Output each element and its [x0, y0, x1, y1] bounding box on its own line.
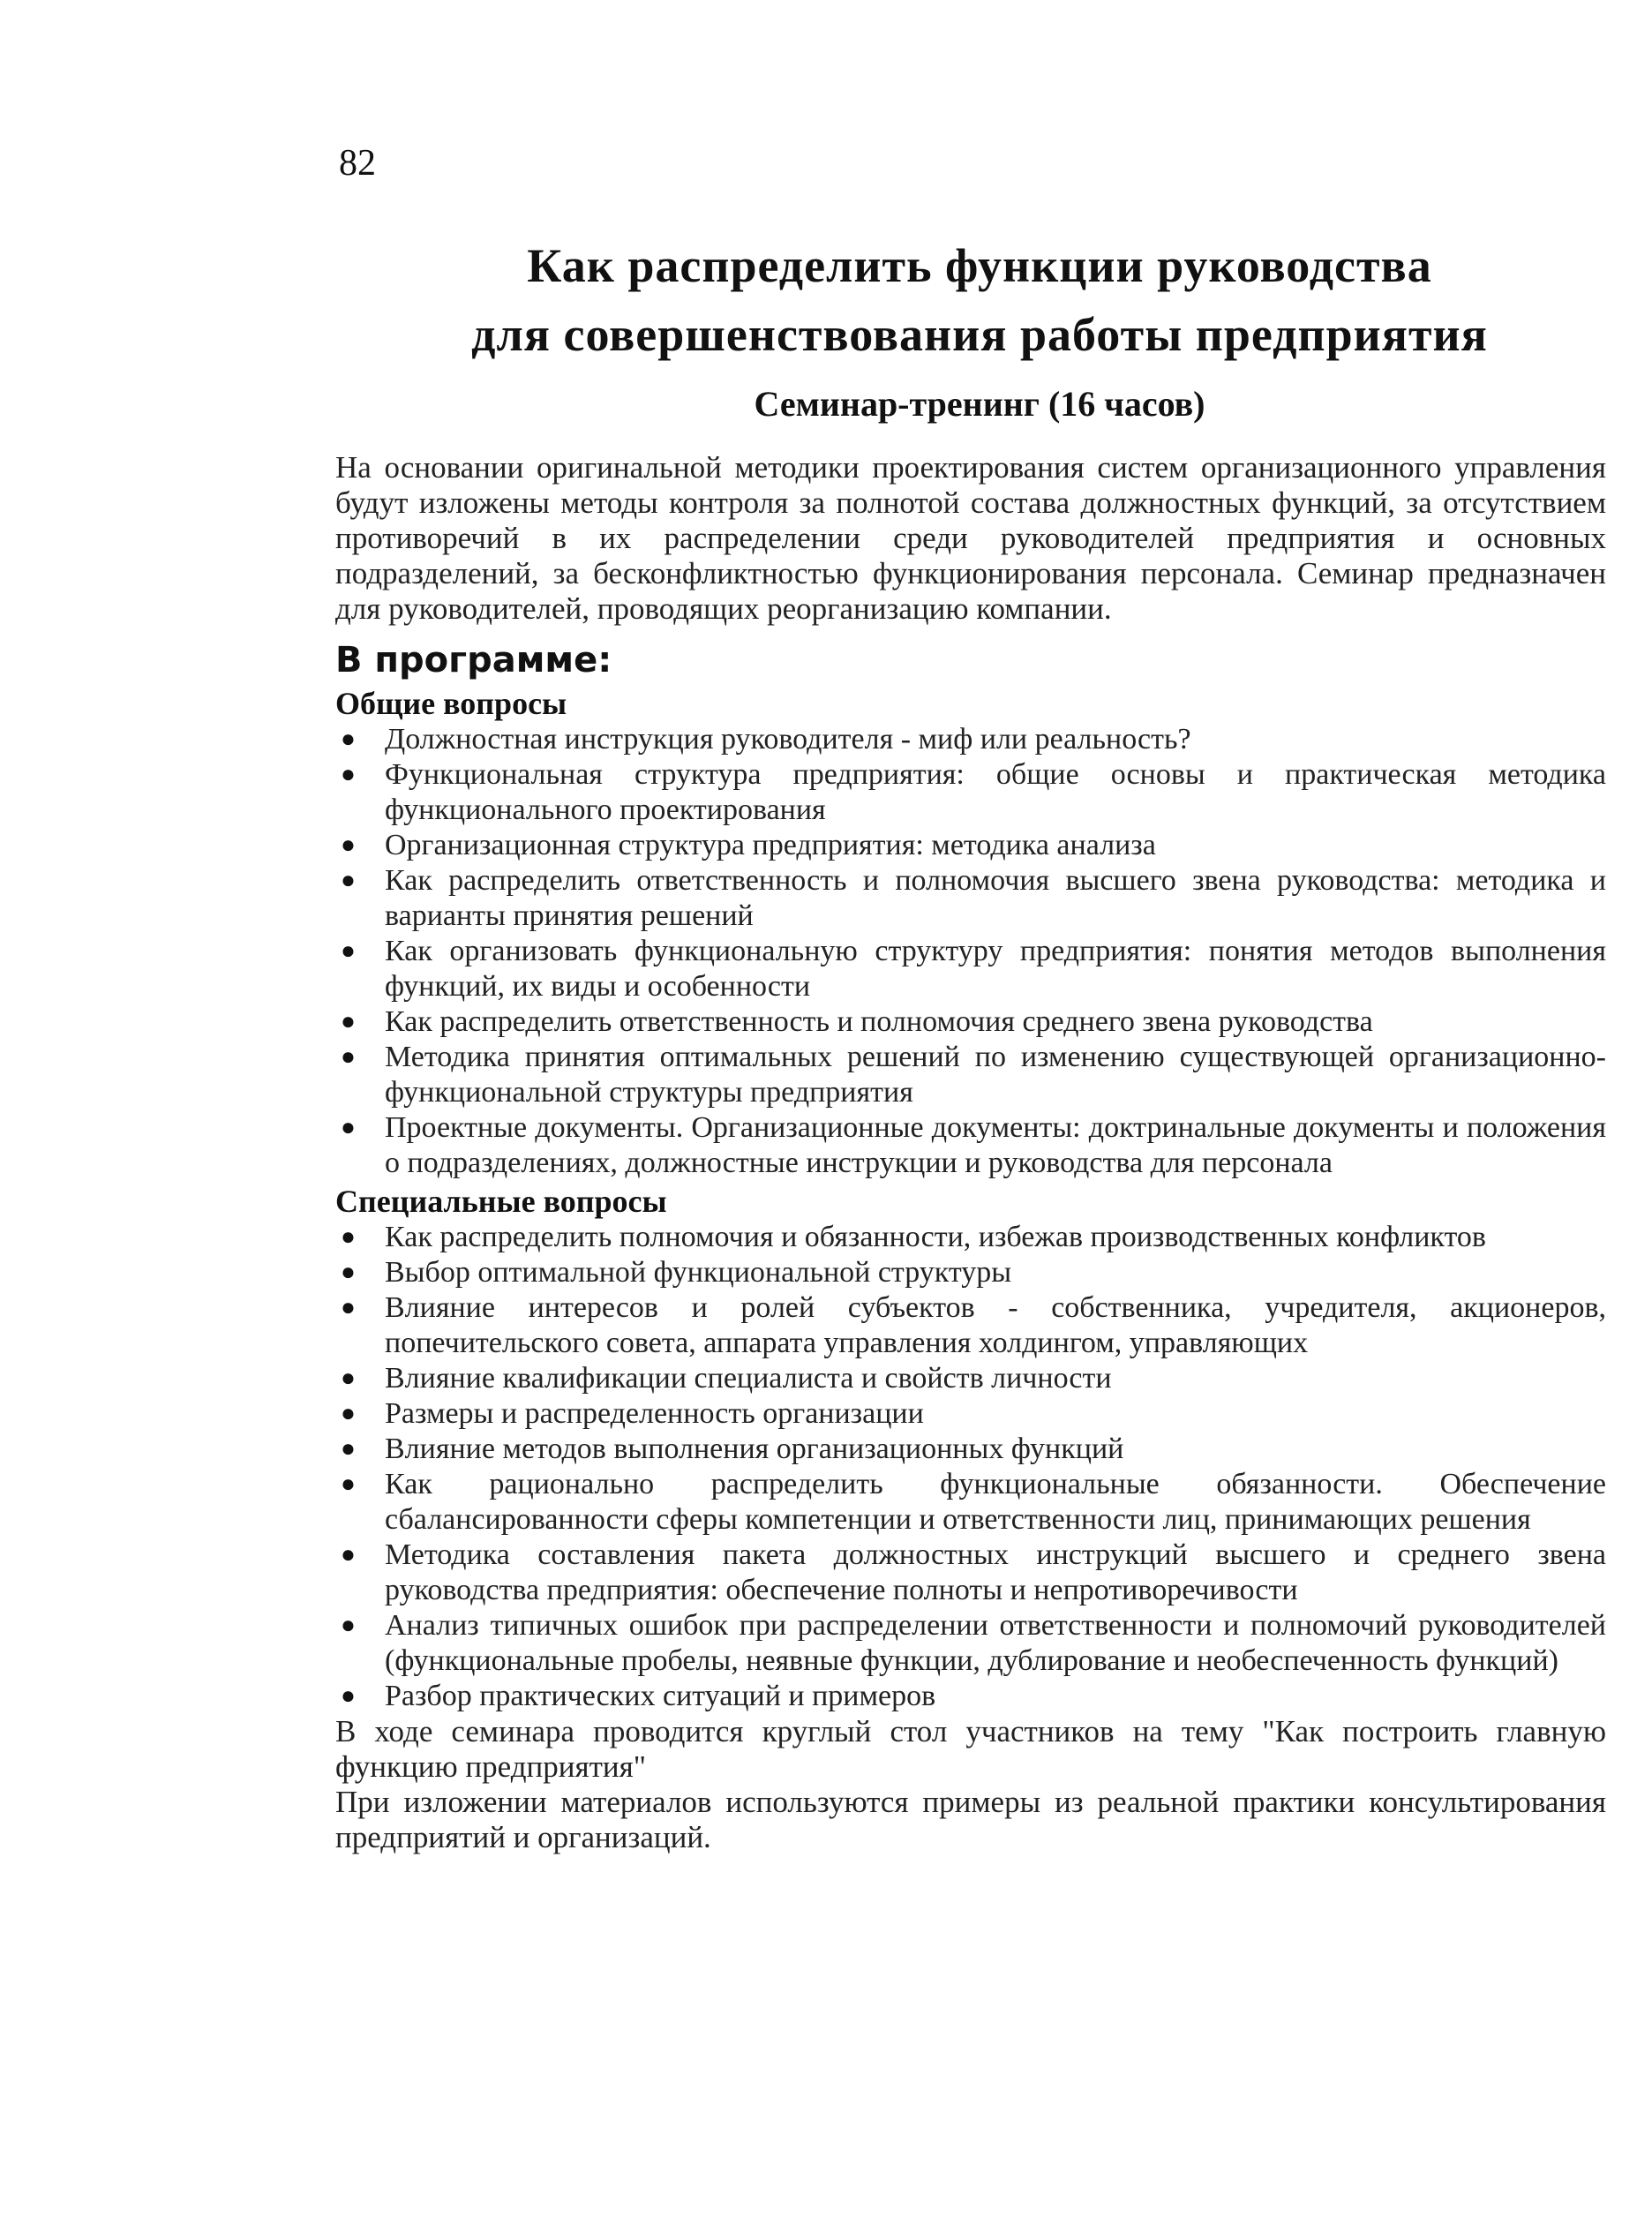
- bullet-icon: ●: [341, 1682, 356, 1710]
- bullet-icon: ●: [341, 831, 356, 859]
- program-heading: В программе:: [335, 640, 612, 681]
- bullet-icon: ●: [341, 1612, 356, 1639]
- list-item-text: Методика принятия оптимальных решений по изменению существующей организационно-функциональной структуры предприятия: [385, 1041, 1606, 1109]
- list-item-text: Размеры и распределенность организации: [385, 1397, 924, 1430]
- list-item-text: Организационная структура предприятия: методика анализа: [385, 829, 1156, 861]
- bullet-icon: ●: [341, 761, 356, 788]
- bullet-icon: ●: [341, 1294, 356, 1321]
- intro-paragraph: На основании оригинальной методики проектирования систем организационного управления будут изложены методы контроля за полнотой состава должностных функций, за отсутствием противоречий в их распределении среди руководителей предприятия и основных подразделений, за бесконфликтностью функционирования персонала. Семинар предназначен для руководителей, проводящих реорганизацию компании.: [335, 450, 1606, 626]
- section-title: Специальные вопросы: [335, 1184, 667, 1219]
- title-line-1: Как распределить функции руководства: [527, 239, 1432, 292]
- list-item: [335, 1004, 1606, 1040]
- bullet-icon: ●: [341, 937, 356, 965]
- list-item: [335, 1040, 1606, 1110]
- list-item: [335, 1432, 1606, 1467]
- closing-paragraph-examples: При изложении материалов используются примеры из реальной практики консультирования предприятий и организаций.: [335, 1785, 1606, 1854]
- list-item: [335, 1467, 1606, 1538]
- bullet-icon: ●: [341, 726, 356, 753]
- list-item-text: Разбор практических ситуаций и примеров: [385, 1680, 936, 1712]
- list-item-text: Проектные документы. Организационные документы: доктринальные документы и положения о подразделениях, должностные инструкции и руководства для персонала: [385, 1111, 1606, 1179]
- list-item: [335, 1361, 1606, 1396]
- closing-paragraph-roundtable: В ходе семинара проводится круглый стол участников на тему "Как построить главную функцию предприятия": [335, 1714, 1606, 1784]
- section-general: [335, 685, 1606, 1181]
- list-item-text: Влияние интересов и ролей субъектов - собственника, учредителя, акционеров, попечительского совета, аппарата управления холдингом, управляющих: [385, 1291, 1606, 1359]
- bullet-icon: ●: [341, 1365, 356, 1392]
- list-item: [335, 1290, 1606, 1361]
- list-item-text: Выбор оптимальной функциональной структуры: [385, 1256, 1012, 1289]
- list-item: [335, 1110, 1606, 1181]
- bullet-icon: ●: [341, 1114, 356, 1141]
- list-item: [335, 757, 1606, 828]
- list-item: [335, 828, 1606, 863]
- list-item: [335, 1679, 1606, 1714]
- section-title: Общие вопросы: [335, 686, 567, 721]
- list-item-text: Влияние методов выполнения организационных функций: [385, 1433, 1124, 1465]
- list-item: [335, 1255, 1606, 1290]
- bullet-icon: ●: [341, 1223, 356, 1251]
- list-item-text: Методика составления пакета должностных инструкций высшего и среднего звена руководства предприятия: обеспечение полноты и непротиворечивости: [385, 1538, 1606, 1606]
- item-list: [335, 722, 1606, 1181]
- bullet-icon: ●: [341, 1400, 356, 1427]
- bullet-icon: ●: [341, 1541, 356, 1568]
- page-number: 82: [339, 143, 376, 184]
- list-item: [335, 863, 1606, 934]
- bullet-icon: ●: [341, 1008, 356, 1035]
- list-item-text: Как рационально распределить функциональные обязанности. Обеспечение сбалансированности сферы компетенции и ответственности лиц, принимающих решения: [385, 1468, 1606, 1536]
- bullet-icon: ●: [341, 1043, 356, 1071]
- list-item: [335, 1538, 1606, 1608]
- list-item: [335, 934, 1606, 1004]
- list-item: [335, 1396, 1606, 1432]
- list-item: [335, 722, 1606, 757]
- bullet-icon: ●: [341, 1259, 356, 1286]
- list-item-text: Как распределить ответственность и полномочия высшего звена руководства: методика и варианты принятия решений: [385, 864, 1606, 932]
- list-item-text: Должностная инструкция руководителя - миф или реальность?: [385, 723, 1191, 756]
- list-item: [335, 1220, 1606, 1255]
- list-item-text: Как распределить ответственность и полномочия среднего звена руководства: [385, 1005, 1373, 1038]
- bullet-icon: ●: [341, 1435, 356, 1463]
- subtitle: Семинар-тренинг (16 часов): [754, 384, 1205, 424]
- list-item-text: Как распределить полномочия и обязанности, избежав производственных конфликтов: [385, 1221, 1486, 1253]
- list-item-text: Анализ типичных ошибок при распределении ответственности и полномочий руководителей (функциональные пробелы, неявные функции, дублирование и необеспеченность функций): [385, 1609, 1606, 1677]
- section-special: [335, 1183, 1606, 1714]
- bullet-icon: ●: [341, 1470, 356, 1498]
- title-block: [335, 231, 1624, 431]
- list-item-text: Влияние квалификации специалиста и свойств личности: [385, 1362, 1112, 1395]
- content: [335, 450, 1606, 1855]
- bullet-icon: ●: [341, 867, 356, 894]
- item-list: [335, 1220, 1606, 1714]
- list-item: [335, 1608, 1606, 1679]
- list-item-text: Функциональная структура предприятия: общие основы и практическая методика функционального проектирования: [385, 758, 1606, 826]
- list-item-text: Как организовать функциональную структуру предприятия: понятия методов выполнения функций, их виды и особенности: [385, 935, 1606, 1003]
- title-line-2: для совершенствования работы предприятия: [471, 308, 1488, 361]
